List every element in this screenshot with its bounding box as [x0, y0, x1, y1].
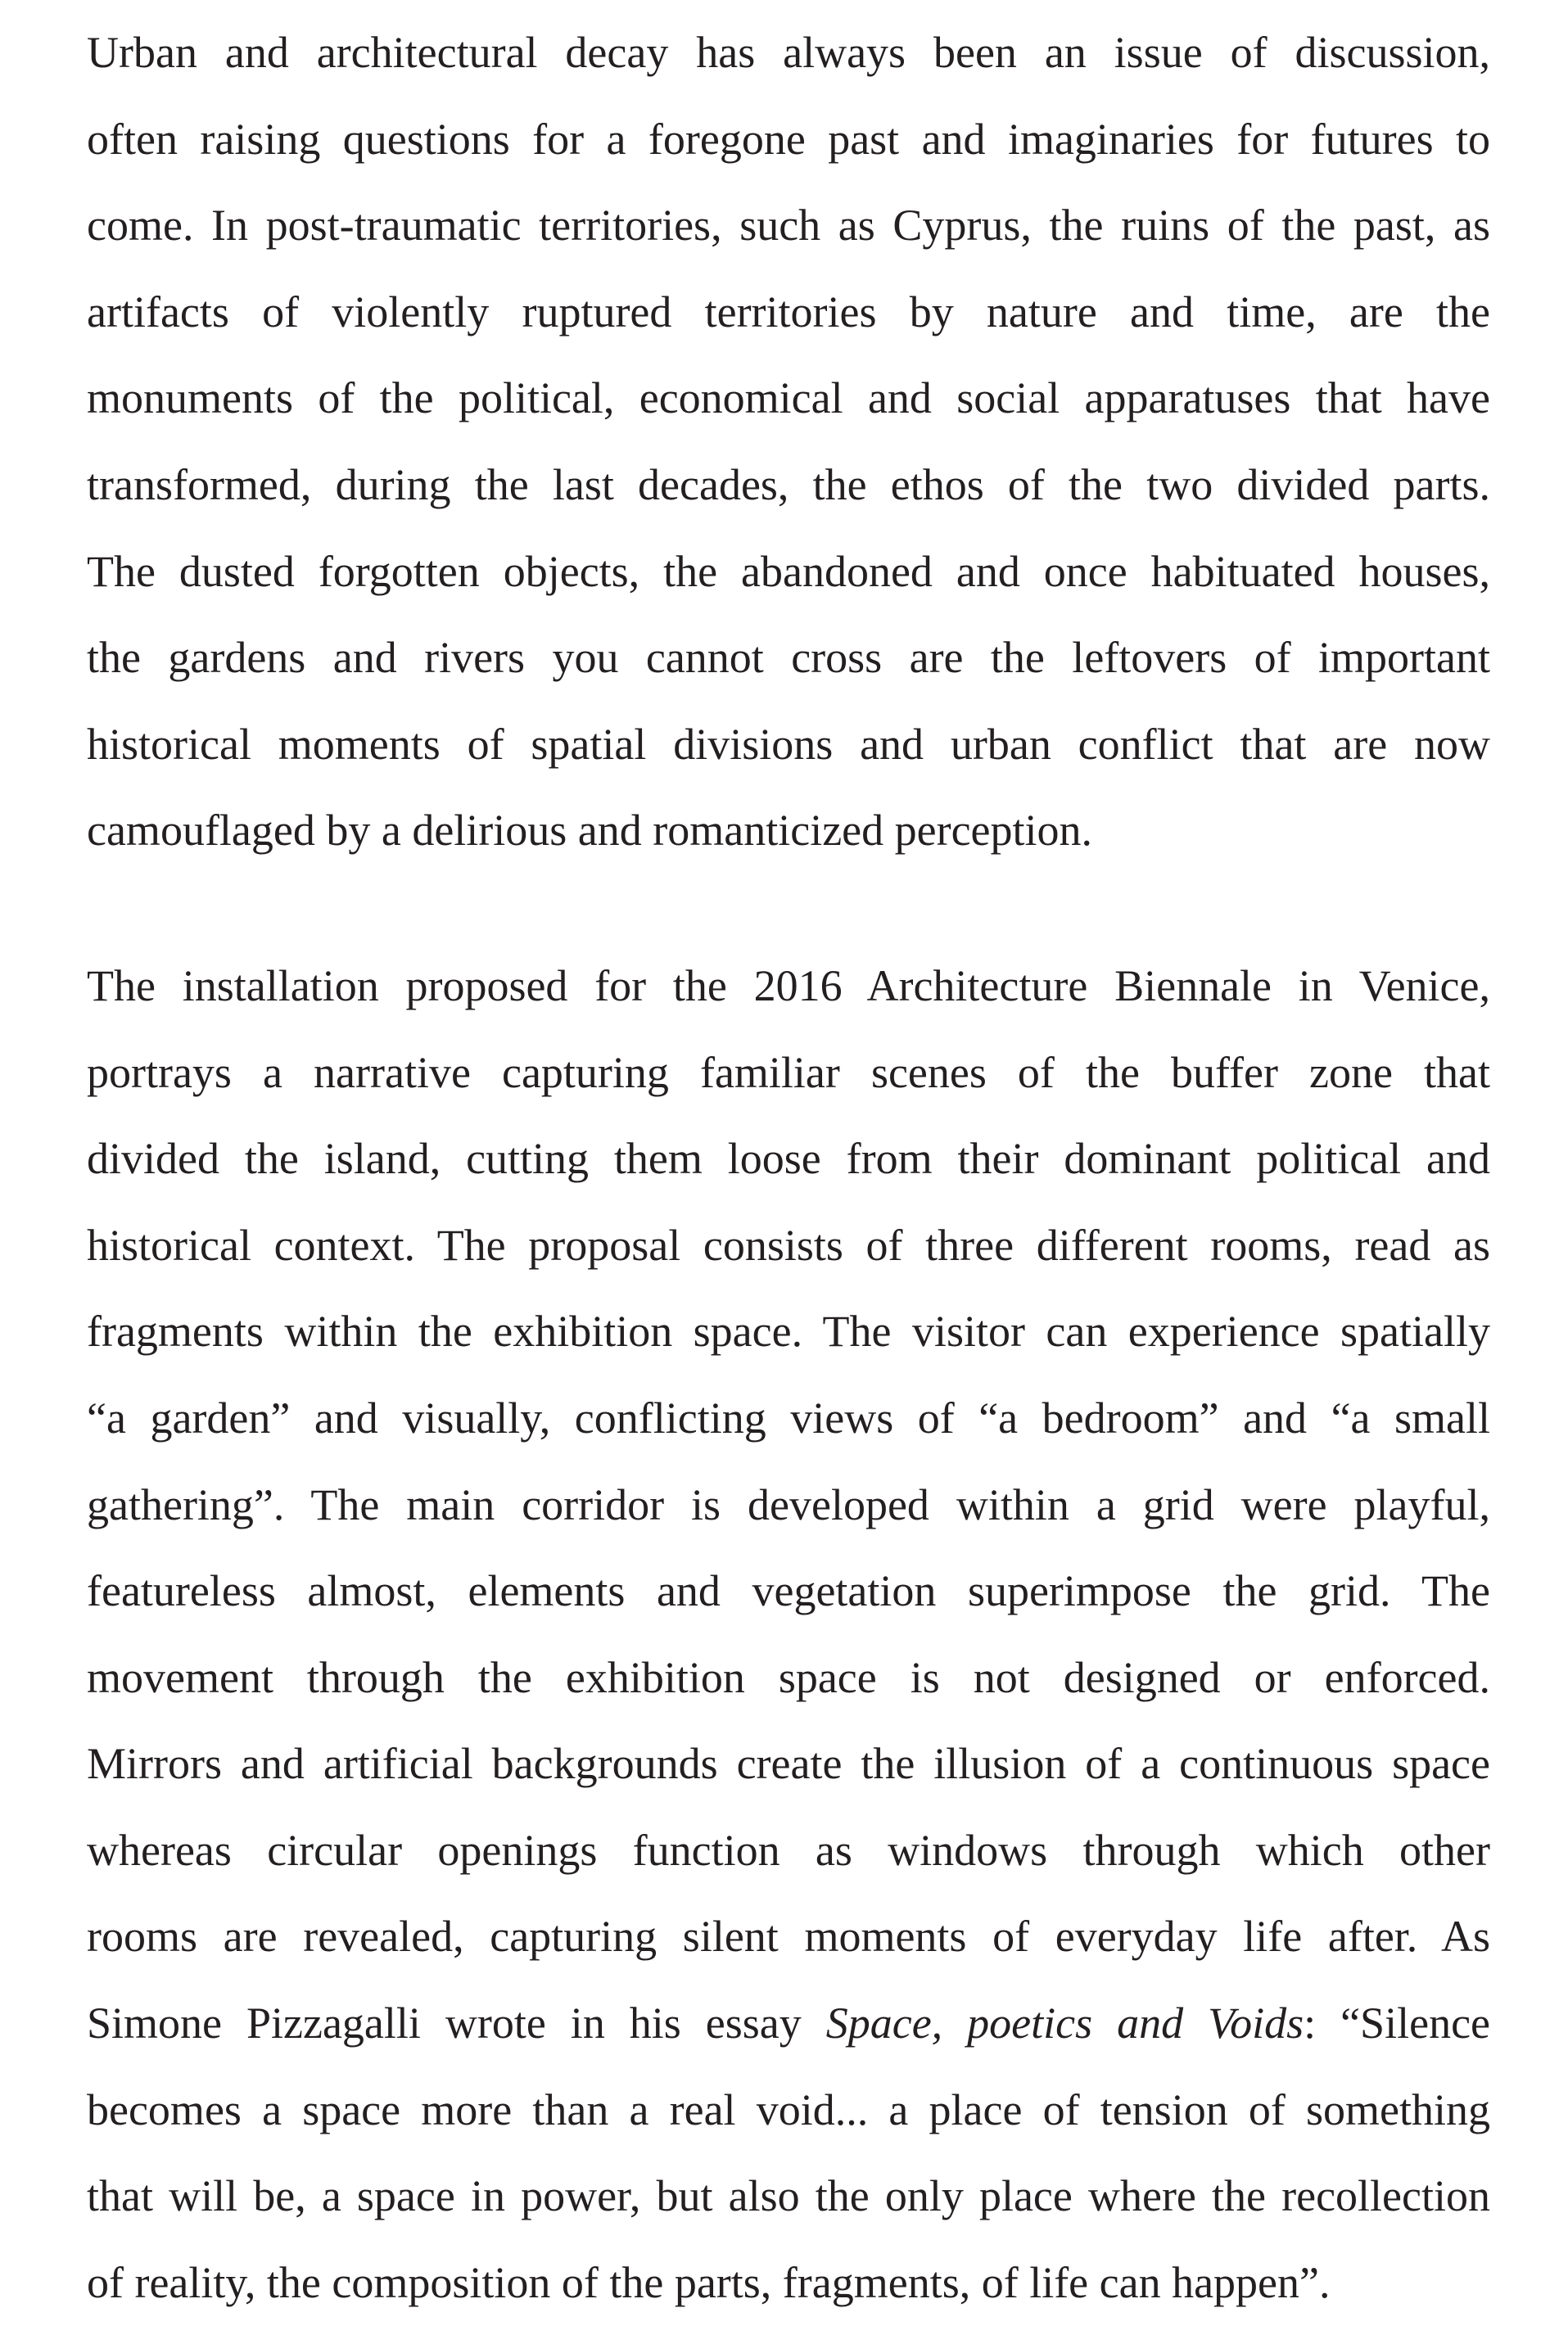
text-line: movement through the exhibition space is not designed or enforced.: [87, 1652, 1490, 1702]
text-line: come. In post-traumatic territories, such as Cyprus, the ruins of the past, as: [87, 201, 1490, 251]
text-line: gathering”. The main corridor is developed within a grid were playful,: [87, 1479, 1490, 1529]
text-line: fragments within the exhibition space. The visitor can experience spatially: [87, 1307, 1490, 1357]
essay-title: Space, poetics and Voids: [825, 1999, 1304, 2048]
text-line: divided the island, cutting them loose from their dominant political and: [87, 1134, 1490, 1184]
text-line: Mirrors and artificial backgrounds create the illusion of a continuous space: [87, 1739, 1490, 1789]
text-segment: Simone Pizzagalli wrote in his essay: [87, 1999, 826, 2048]
text-line-with-citation: [87, 1980, 1490, 2067]
text-segment: : “Silence: [1304, 1999, 1491, 2048]
text-line: that will be, a space in power, but also the only place where the recollection: [87, 2171, 1490, 2221]
text-line: historical moments of spatial divisions and urban conflict that are now: [87, 719, 1490, 769]
paragraph-1: [87, 10, 1490, 874]
text-line: of reality, the composition of the parts, fragments, of life can happen”.: [87, 2257, 1331, 2307]
text-line: transformed, during the last decades, the ethos of the two divided parts.: [87, 459, 1490, 509]
text-line: monuments of the political, economical and social apparatuses that have: [87, 373, 1490, 423]
text-line: portrays a narrative capturing familiar scenes of the buffer zone that: [87, 1047, 1490, 1097]
text-line: historical context. The proposal consists of three different rooms, read as: [87, 1220, 1490, 1270]
document-body: [87, 10, 1490, 2326]
text-line: the gardens and rivers you cannot cross are the leftovers of important: [87, 633, 1490, 683]
text-line: The dusted forgotten objects, the abandoned and once habituated houses,: [87, 546, 1490, 596]
text-line: camouflaged by a delirious and romanticized perception.: [87, 806, 1093, 856]
text-line: The installation proposed for the 2016 Architecture Biennale in Venice,: [87, 960, 1490, 1010]
text-line: rooms are revealed, capturing silent moments of everyday life after. As: [87, 1912, 1490, 1962]
text-line: “a garden” and visually, conflicting views of “a bedroom” and “a small: [87, 1393, 1490, 1443]
paragraph-2: [87, 943, 1490, 2326]
text-line: often raising questions for a foregone past and imaginaries for futures to: [87, 114, 1490, 164]
text-line: artifacts of violently ruptured territories by nature and time, are the: [87, 287, 1490, 336]
text-line: Urban and architectural decay has always been an issue of discussion,: [87, 28, 1490, 77]
text-line: whereas circular openings function as windows through which other: [87, 1825, 1490, 1875]
text-line: becomes a space more than a real void... a place of tension of something: [87, 2084, 1490, 2134]
text-line: featureless almost, elements and vegetation superimpose the grid. The: [87, 1566, 1490, 1616]
